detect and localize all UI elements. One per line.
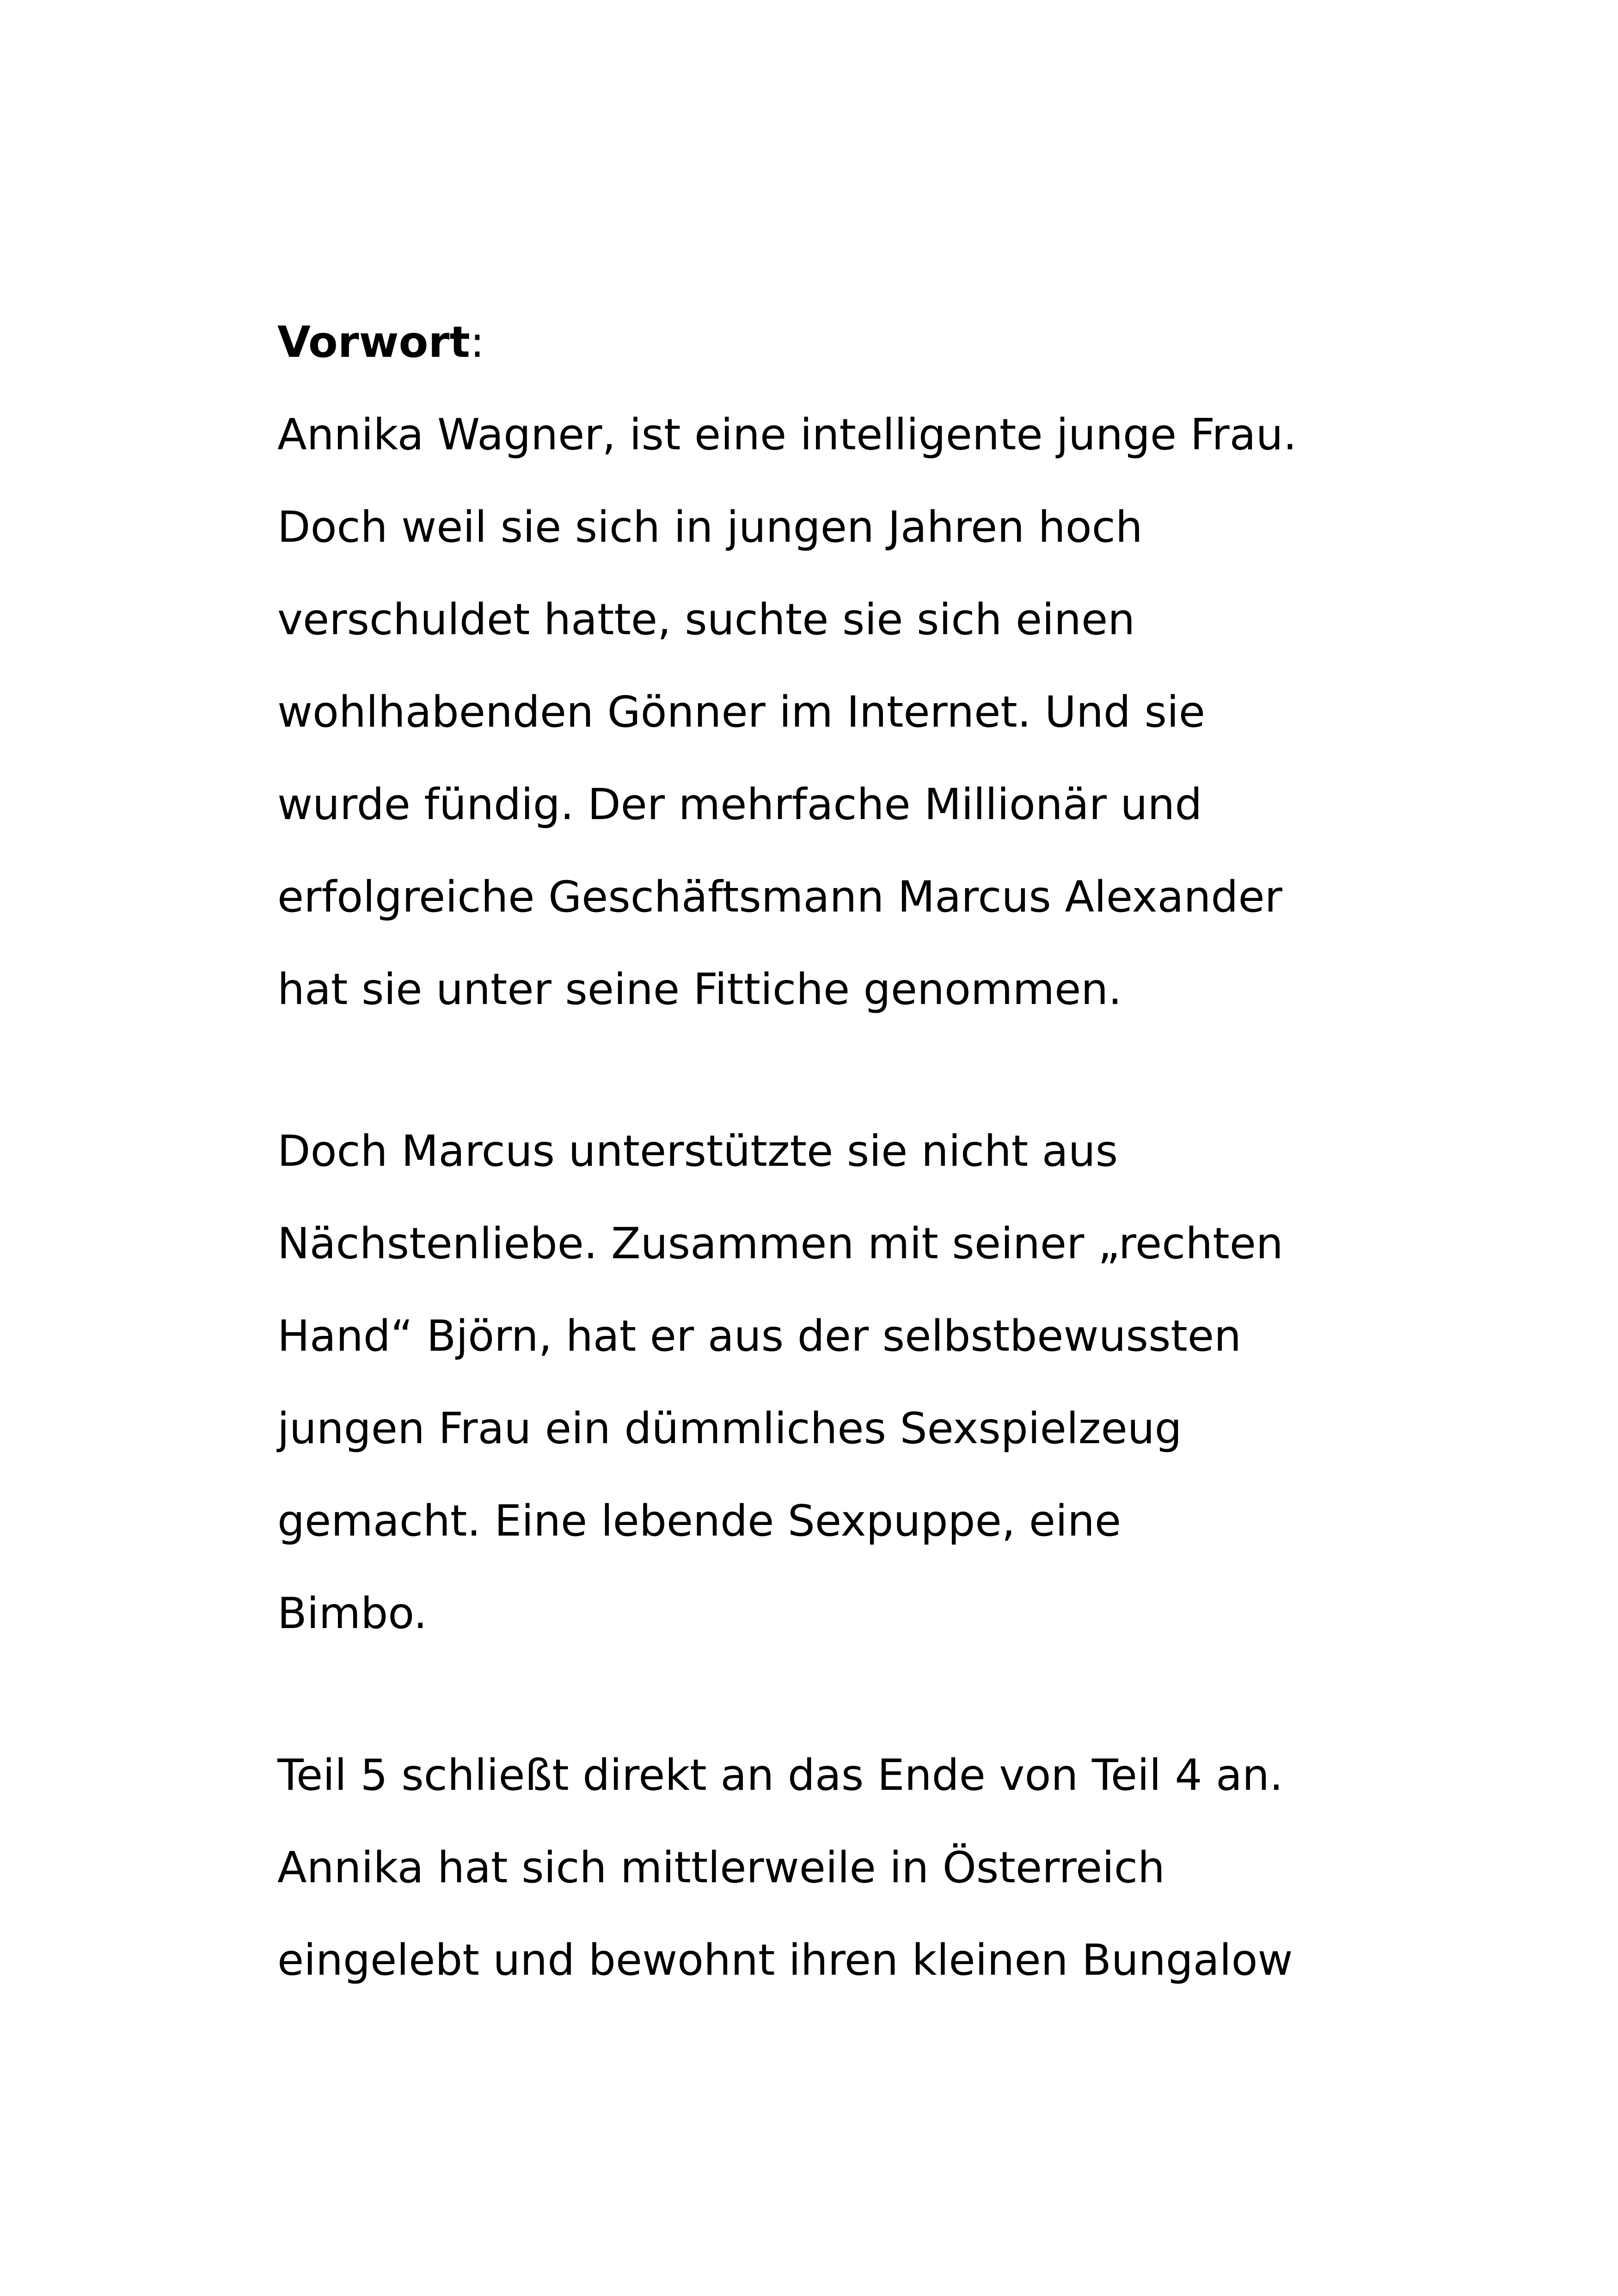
preface-heading-colon: :	[470, 317, 485, 367]
text-line: Hand“ Björn, hat er aus der selbstbewussten	[277, 1311, 1242, 1361]
text-line: Nächstenliebe. Zusammen mit seiner „rechten	[277, 1218, 1283, 1268]
text-line: wohlhabenden Gönner im Internet. Und sie	[277, 687, 1205, 737]
text-line: Doch weil sie sich in jungen Jahren hoch	[277, 502, 1143, 552]
text-line: Doch Marcus unterstützte sie nicht aus	[277, 1126, 1118, 1176]
preface-heading-label: Vorwort	[277, 317, 470, 367]
preface-heading	[277, 296, 1387, 388]
text-line: Annika Wagner, ist eine intelligente junge Frau.	[277, 410, 1297, 459]
text-line: wurde fündig. Der mehrfache Millionär und	[277, 779, 1202, 829]
text-line: hat sie unter seine Fittiche genommen.	[277, 964, 1122, 1014]
text-line: Annika hat sich mittlerweile in Österreich	[277, 1843, 1165, 1892]
text-line: verschuldet hatte, suchte sie sich einen	[277, 594, 1135, 644]
text-line: erfolgreiche Geschäftsmann Marcus Alexander	[277, 872, 1282, 922]
text-line: eingelebt und bewohnt ihren kleinen Bungalow	[277, 1935, 1293, 1985]
paragraph-intro	[277, 388, 1387, 1035]
text-line: Bimbo.	[277, 1588, 428, 1638]
paragraph-part5	[277, 1729, 1387, 2006]
paragraph-marcus	[277, 1105, 1387, 1659]
text-line: gemacht. Eine lebende Sexpuppe, eine	[277, 1496, 1122, 1546]
text-line: Teil 5 schließt direkt an das Ende von Teil 4 an.	[277, 1750, 1283, 1800]
body-text	[277, 296, 1387, 2006]
text-line: jungen Frau ein dümmliches Sexspielzeug	[277, 1403, 1182, 1453]
